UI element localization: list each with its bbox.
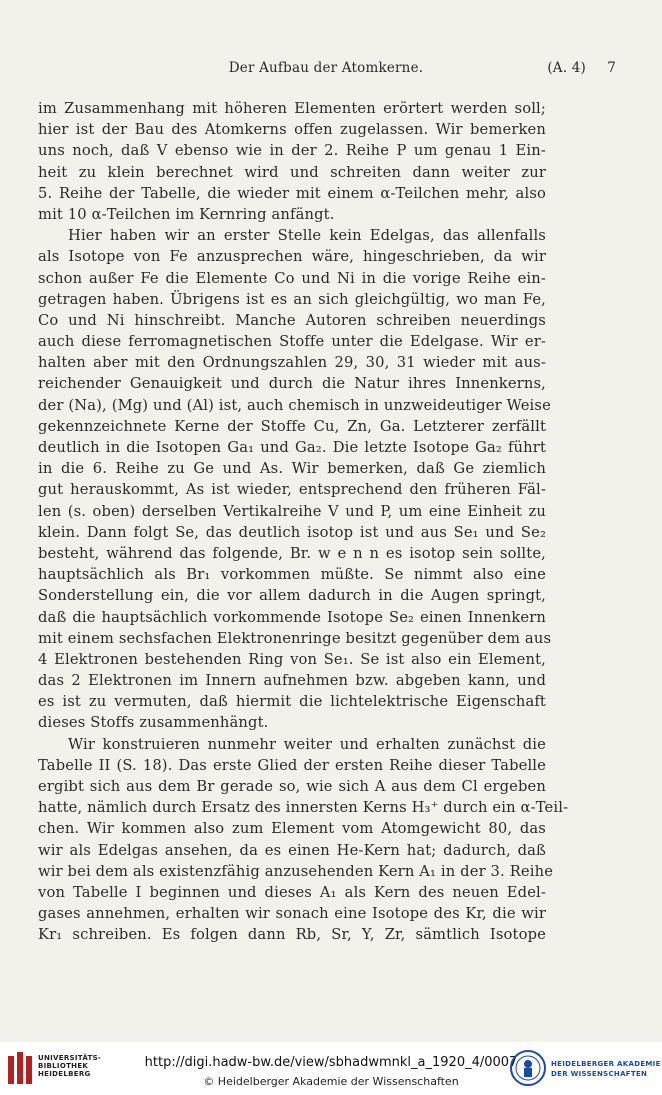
text-line: wir bei dem als existenzfähig anzusehenden Kern A₁ in der 3. Reihe bbox=[38, 862, 554, 880]
text-line: mit 10 α-Teilchen im Kernring anfängt. bbox=[38, 205, 335, 223]
text-line: chen. Wir kommen also zum Element vom Atomgewicht 80, das bbox=[38, 820, 546, 838]
text-line: hauptsächlich als Br₁ vorkommen müßte. Se nimmt also eine bbox=[38, 566, 546, 584]
text-line: klein. Dann folgt Se, das deutlich isotop ist und aus Se₁ und Se₂ bbox=[38, 523, 546, 541]
viewer-footer bbox=[0, 1042, 662, 1095]
text-line: das 2 Elektronen im Innern aufnehmen bzw. abgeben kann, und bbox=[38, 672, 546, 690]
text-line: im Zusammenhang mit höheren Elementen erörtert werden soll; bbox=[38, 100, 546, 117]
text-line: len (s. oben) derselben Vertikalreihe V und P, um eine Einheit zu bbox=[38, 502, 546, 520]
text-line: Tabelle II (S. 18). Das erste Glied der ersten Reihe dieser Tabelle bbox=[38, 756, 546, 774]
text-line: wir als Edelgas ansehen, da es einen He-Kern hat; dadurch, daß bbox=[38, 841, 546, 859]
library-name: UNIVERSITÄTS- BIBLIOTHEK HEIDELBERG bbox=[38, 1054, 102, 1078]
text-line: in die 6. Reihe zu Ge und As. Wir bemerken, daß Ge ziemlich bbox=[38, 460, 546, 478]
text-line: getragen haben. Übrigens ist es an sich gleichgültig, wo man Fe, bbox=[38, 290, 546, 308]
text-line: Kr₁ schreiben. Es folgen dann Rb, Sr, Y, Zr, sämtlich Isotope bbox=[38, 926, 546, 944]
text-line: 4 Elektronen bestehenden Ring von Se₁. Se ist also ein Element, bbox=[38, 650, 546, 668]
text-line: Wir konstruieren nunmehr weiter und erhalten zunächst die bbox=[68, 735, 546, 753]
page-number: 7 bbox=[607, 60, 616, 76]
text-line: dieses Stoffs zusammenhängt. bbox=[38, 714, 269, 732]
text-line: halten aber mit den Ordnungszahlen 29, 30, 31 wieder mit aus- bbox=[38, 354, 546, 372]
body-text bbox=[38, 98, 569, 946]
text-line: auch diese ferromagnetischen Stoffe unter die Edelgase. Wir er- bbox=[38, 333, 546, 351]
header-title: Der Aufbau der Atomkerne. bbox=[228, 60, 424, 76]
text-line: gases annehmen, erhalten wir sonach eine Isotope des Kr, die wir bbox=[38, 905, 546, 923]
text-line: heit zu klein berechnet wird und schreiten dann weiter zur bbox=[38, 163, 546, 181]
text-line: von Tabelle I beginnen und dieses A₁ als Kern des neuen Edel- bbox=[38, 883, 546, 901]
text-line: gekennzeichnete Kerne der Stoffe Cu, Zn, Ga. Letzterer zerfällt bbox=[38, 417, 546, 435]
text-line: mit einem sechsfachen Elektronenringe besitzt gegenüber dem aus bbox=[38, 629, 552, 647]
text-line: Sonderstellung ein, die vor allem dadurch in die Augen springt, bbox=[38, 587, 546, 605]
text-line: Hier haben wir an erster Stelle kein Edelgas, das allenfalls bbox=[68, 227, 546, 245]
academy-seal-icon bbox=[510, 1048, 546, 1088]
text-line: deutlich in die Isotopen Ga₁ und Ga₂. Die letzte Isotope Ga₂ führt bbox=[38, 439, 546, 456]
text-line: als Isotope von Fe anzusprechen wäre, hingeschrieben, da wir bbox=[38, 248, 546, 266]
text-line: der (Na), (Mg) und (Al) ist, auch chemisch in unzweideutiger Weise bbox=[38, 396, 551, 414]
text-line: 5. Reihe der Tabelle, die wieder mit einem α-Teilchen mehr, also bbox=[38, 184, 546, 202]
copyright-notice: © Heidelberger Akademie der Wissenschaften bbox=[203, 1075, 459, 1088]
text-line: es ist zu vermuten, daß hiermit die lichtelektrische Eigenschaft bbox=[38, 693, 546, 711]
text-line: schon außer Fe die Elemente Co und Ni in die vorige Reihe ein- bbox=[38, 269, 546, 287]
running-header bbox=[36, 60, 616, 80]
text-line: uns noch, daß V ebenso wie in der 2. Reihe P um genau 1 Ein- bbox=[38, 142, 546, 160]
header-section-ref: (A. 4) bbox=[547, 60, 586, 76]
text-line: besteht, während das folgende, Br. w e n n es isotop sein sollte, bbox=[38, 544, 546, 562]
text-line: hier ist der Bau des Atomkerns offen zugelassen. Wir bemerken bbox=[38, 121, 546, 139]
text-line: ergibt sich aus dem Br gerade so, wie sich A aus dem Cl ergeben bbox=[38, 778, 546, 795]
text-line: reichender Genauigkeit und durch die Natur ihres Innenkerns, bbox=[38, 375, 546, 393]
academy-name: HEIDELBERGER AKADEMIE DER WISSENSCHAFTEN bbox=[551, 1060, 661, 1078]
text-line: hatte, nämlich durch Ersatz des innersten Kerns H₃⁺ durch ein α-Teil- bbox=[38, 799, 569, 817]
text-line: daß die hauptsächlich vorkommende Isotope Se₂ einen Innenkern bbox=[38, 608, 546, 626]
permalink-url[interactable]: http://digi.hadw-bw.de/view/sbhadwmnkl_a_1920_4/0007 bbox=[144, 1055, 518, 1070]
text-line: Co und Ni hinschreibt. Manche Autoren schreiben neuerdings bbox=[38, 311, 546, 329]
text-line: gut herauskommt, As ist wieder, entsprechend den früheren Fäl- bbox=[38, 481, 546, 499]
